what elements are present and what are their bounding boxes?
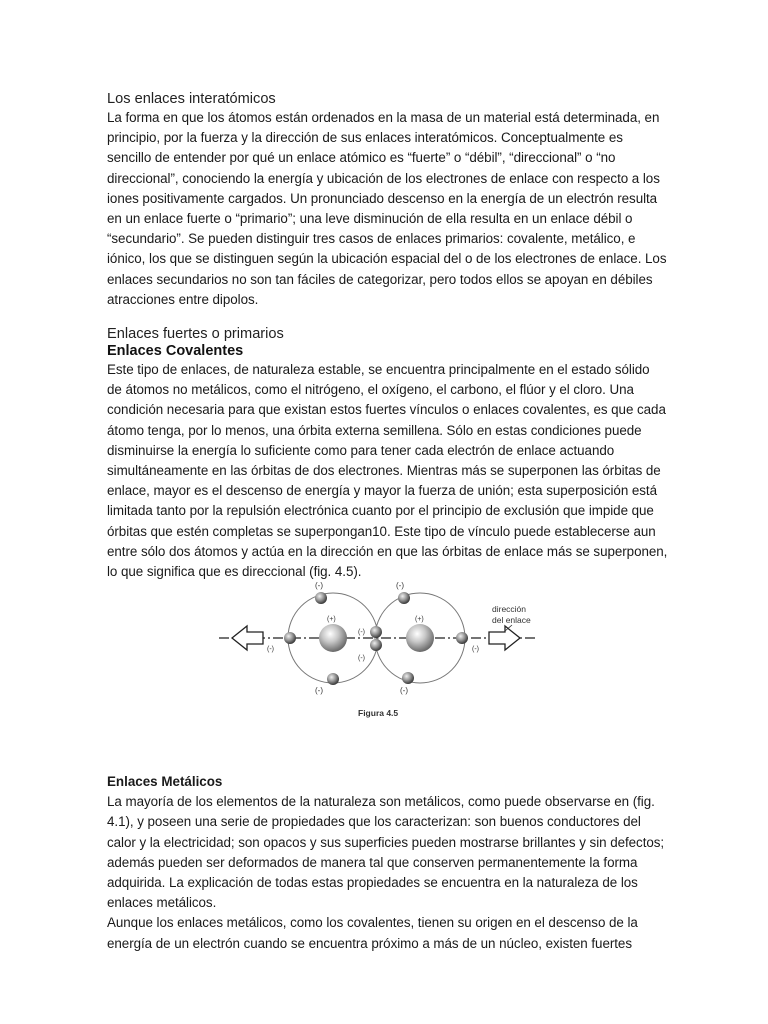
electron-shared-bottom	[370, 639, 382, 651]
text-line: energía de un electrón cuando se encuentra próximo a más de un núcleo, existen fuertes	[107, 935, 632, 951]
text-line: iónico, los que se distinguen según la ubicación espacial del o de los electrones de enlace. Los	[107, 251, 667, 267]
right-nucleus	[406, 624, 434, 652]
text-line: iones positivamente cargados. Un pronunciado descenso en la energía de un electrón resulta	[107, 190, 658, 206]
text-line: átomo tenga, por lo menos, una órbita externa semillena. Sólo en estas condiciones puede	[107, 422, 642, 438]
text-line: “secundario”. Se pueden distinguir tres casos de enlaces primarios: covalente, metálico, e	[107, 231, 636, 247]
text-line: enlaces secundarios no son tan fáciles de categorizar, pero todos ellos se apoyan en débiles	[107, 271, 653, 287]
left-nucleus	[319, 624, 347, 652]
covalent-bond-figure	[107, 582, 667, 742]
text-line: Aunque los enlaces metálicos, como los covalentes, tienen su origen en el descenso de la	[107, 915, 638, 931]
text-line: sencillo de entender por qué un enlace atómico es “fuerte” o “débil”, “direccional” o “no	[107, 150, 616, 166]
text-line: principio, por la fuerza y la dirección de sus enlaces interatómicos. Conceptualmente es	[107, 130, 623, 146]
direction-label-line2: del enlace	[492, 615, 531, 626]
left-arrow-icon	[232, 626, 263, 650]
label-neg-left-top: (-)	[315, 582, 323, 591]
label-neg-right-top: (-)	[396, 582, 404, 591]
text-line: Este tipo de enlaces, de naturaleza estable, se encuentra principalmente en el estado sólido	[107, 362, 650, 378]
text-line: 4.1), y poseen una serie de propiedades que los caracterizan: son buenos conductores del	[107, 814, 641, 830]
subsection-title-metallic: Enlaces Metálicos	[107, 774, 223, 790]
label-neg-left-outer: (-)	[267, 646, 274, 654]
label-neg-right-outer: (-)	[472, 646, 479, 654]
text-line: entre sólo dos átomos y actúa en la dirección en que las órbitas de enlace más se superponen,	[107, 543, 668, 559]
section-title-interatomic-bonds: Los enlaces interatómicos	[107, 91, 276, 107]
paragraph-metallic-bonds	[107, 792, 667, 954]
text-line: de átomos no metálicos, como el nitrógeno, el oxígeno, el carbono, el flúor y el cloro. Una	[107, 382, 634, 398]
paragraph-covalent-bonds	[107, 360, 667, 582]
subsection-title-covalent: Enlaces Covalentes	[107, 343, 244, 360]
direction-label-line1: dirección	[492, 604, 527, 615]
text-line: órbitas que estén completas se superpongan10. Este tipo de vínculo puede establecerse aun	[107, 523, 656, 539]
text-line: en un enlace fuerte o “primario”; una leve disminución de ella resulta en un enlace débil o	[107, 211, 633, 227]
text-line: atracciones entre dipolos.	[107, 291, 259, 307]
covalent-bond-diagram	[107, 582, 667, 742]
label-neg-right-bottom: (-)	[400, 686, 408, 696]
section-title-primary-bonds: Enlaces fuertes o primarios	[107, 326, 284, 343]
electron-right-bottom	[402, 672, 414, 684]
text-line: condición necesaria para que existan estos fuertes vínculos o enlaces covalentes, es que cada	[107, 402, 666, 418]
figure-caption: Figura 4.5	[358, 708, 399, 719]
text-line: disminuirse la energía lo suficiente como para tener cada electrón de enlace actuando	[107, 442, 615, 458]
electron-left-bottom	[327, 673, 339, 685]
text-line: calor y la electricidad; son opacos y sus superficies pueden mostrarse brillantes y sin defectos;	[107, 834, 665, 850]
label-neg-shared-bottom: (-)	[358, 655, 365, 663]
paragraph-interatomic-bonds	[107, 108, 667, 310]
document-page	[107, 90, 667, 954]
text-line: simultáneamente en las órbitas de dos electrones. Mientras más se superponen las órbitas de	[107, 463, 661, 479]
text-line: enlaces metálicos.	[107, 895, 217, 911]
text-line: además pueden ser deformados de manera tal que conserven permanentemente la forma	[107, 854, 638, 870]
right-arrow-icon	[489, 626, 520, 650]
label-neg-left-bottom: (-)	[315, 686, 323, 696]
text-line: lo que significa que es direccional (fig. 4.5).	[107, 564, 362, 580]
electron-right-outer	[456, 632, 468, 644]
electron-right-top	[398, 592, 410, 604]
label-neg-shared-top: (-)	[358, 629, 365, 637]
label-pos-right: (+)	[415, 616, 424, 624]
electron-left-outer	[284, 632, 296, 644]
text-line: direccional”, conociendo la energía y ubicación de los electrones de enlace con respecto a los	[107, 170, 660, 186]
electron-left-top	[315, 592, 327, 604]
text-line: limitada tanto por la repulsión electrónica cuanto por el principio de exclusión que impide que	[107, 503, 654, 519]
label-pos-left: (+)	[327, 616, 336, 624]
electron-shared-top	[370, 626, 382, 638]
text-line: La mayoría de los elementos de la naturaleza son metálicos, como puede observarse en (fig.	[107, 794, 655, 810]
text-line: La forma en que los átomos están ordenados en la masa de un material está determinada, en	[107, 110, 660, 125]
text-line: adquirida. La explicación de todas estas propiedades se encuentra en la naturaleza de los	[107, 875, 638, 891]
text-line: enlace, mayor es el descenso de energía y mayor la fuerza de unión; esta superposición está	[107, 483, 657, 499]
